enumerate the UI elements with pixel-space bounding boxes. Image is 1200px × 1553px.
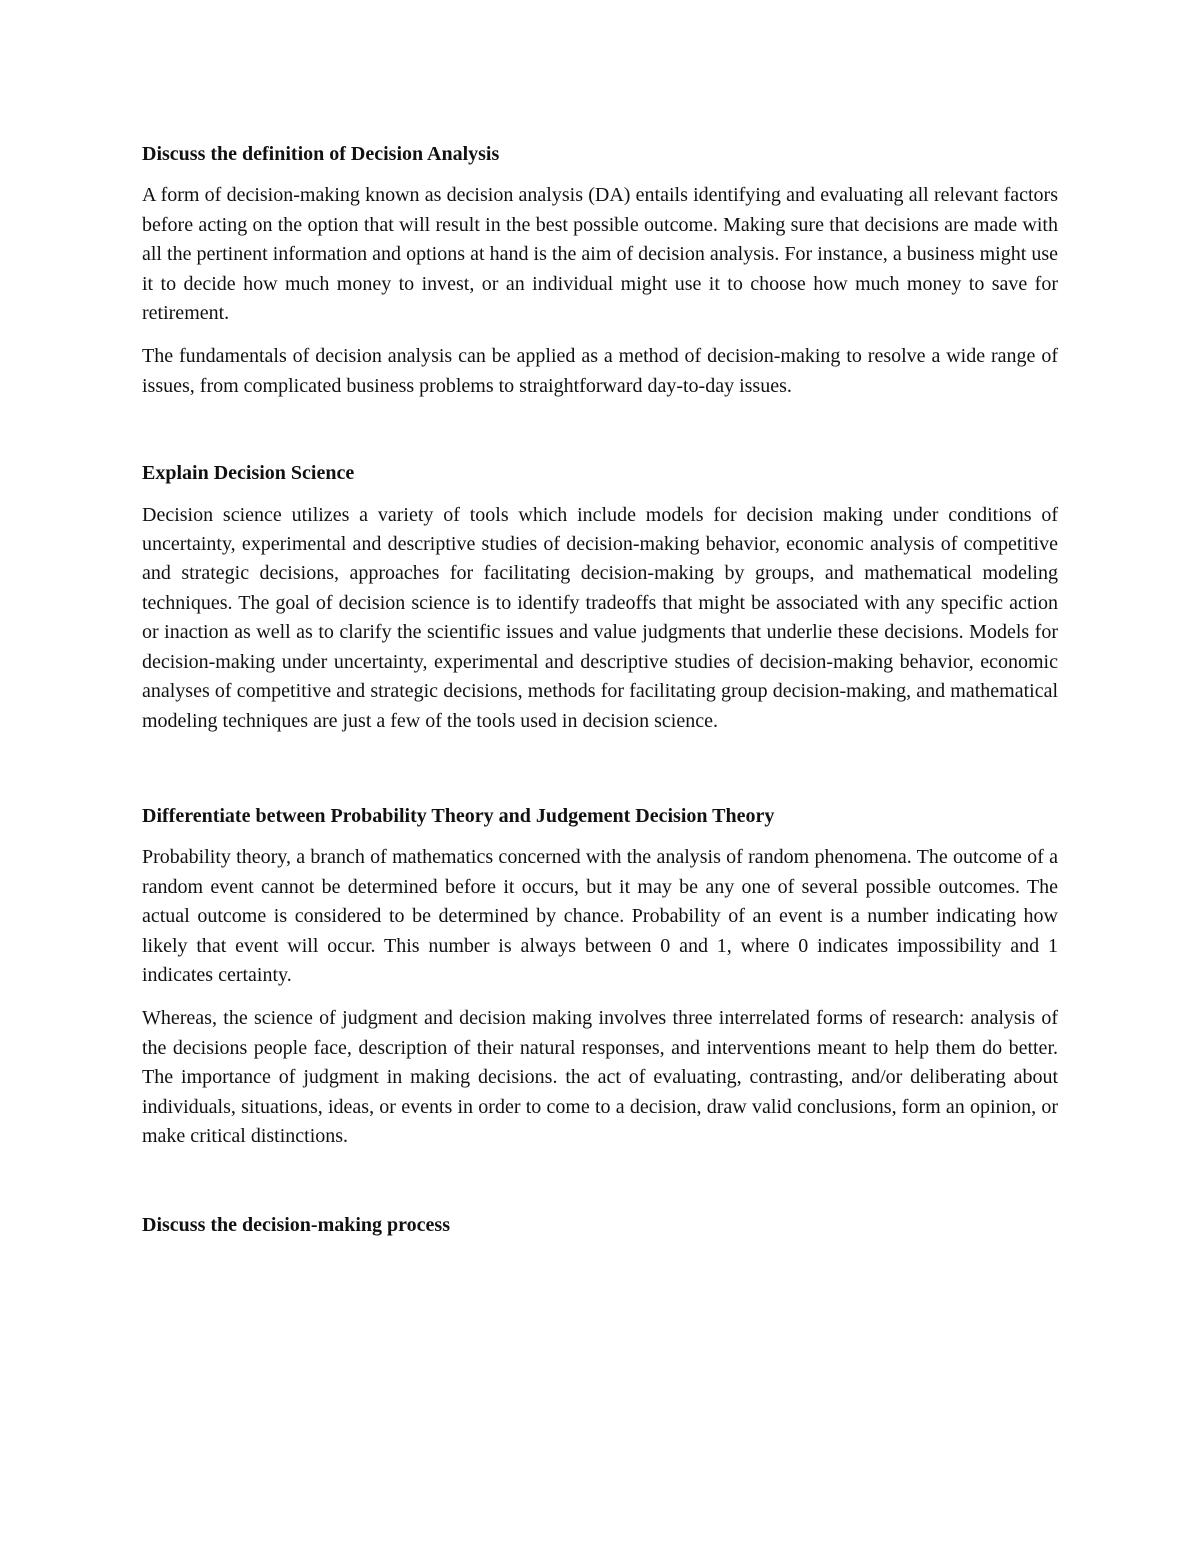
section-spacer xyxy=(142,750,1058,802)
section-decision-science xyxy=(142,459,1058,736)
section-spacer xyxy=(142,415,1058,459)
section-decision-making-process xyxy=(142,1211,1058,1240)
section-spacer xyxy=(142,1165,1058,1211)
section-decision-analysis xyxy=(142,140,1058,401)
document-page xyxy=(142,140,1058,1253)
section-heading: Discuss the definition of Decision Analysis xyxy=(142,143,500,165)
section-heading: Explain Decision Science xyxy=(142,462,355,485)
paragraph: Decision science utilizes a variety of tools which include models for decision making under conditions of uncertainty, experimental and descriptive studies of decision-making behavior, economic analysis of competitive and strategic decisions, approaches for facilitating decision-making by groups, and mathematical modeling techniques. The goal of decision science is to identify tradeoffs that might be associated with any specific action or inaction as well as to clarify the scientific issues and value judgments that underlie these decisions. Models for decision-making under uncertainty, experimental and descriptive studies of decision-making behavior, economic analyses of competitive and strategic decisions, methods for facilitating group decision-making, and mathematical modeling techniques are just a few of the tools used in decision science. xyxy=(142,503,1058,732)
paragraph: Whereas, the science of judgment and decision making involves three interrelated forms of research: analysis of the decisions people face, description of their natural responses, and interventions meant to help them do better. The importance of judgment in making decisions. the act of evaluating, contrasting, and/or deliberating about individuals, situations, ideas, or events in order to come to a decision, draw valid conclusions, form an opinion, or make critical distinctions. xyxy=(142,1007,1058,1147)
section-heading: Discuss the decision-making process xyxy=(142,1214,450,1237)
section-probability-vs-judgement xyxy=(142,802,1058,1151)
paragraph: The fundamentals of decision analysis can be applied as a method of decision-making to resolve a wide range of issues, from complicated business problems to straightforward day-to-day issues. xyxy=(142,345,1058,397)
paragraph: A form of decision-making known as decision analysis (DA) entails identifying and evaluating all relevant factors before acting on the option that will result in the best possible outcome. Making sure that decisions are made with all the pertinent information and options at hand is the aim of decision analysis. For instance, a business might use it to decide how much money to invest, or an individual might use it to choose how much money to save for retirement. xyxy=(142,184,1058,325)
paragraph: Probability theory, a branch of mathematics concerned with the analysis of random phenomena. The outcome of a random event cannot be determined before it occurs, but it may be any one of several possible outcomes. The actual outcome is considered to be determined by chance. Probability of an event is a number indicating how likely that event will occur. This number is always between 0 and 1, where 0 indicates impossibility and 1 indicates certainty. xyxy=(142,846,1058,986)
section-heading: Differentiate between Probability Theory and Judgement Decision Theory xyxy=(142,804,775,827)
